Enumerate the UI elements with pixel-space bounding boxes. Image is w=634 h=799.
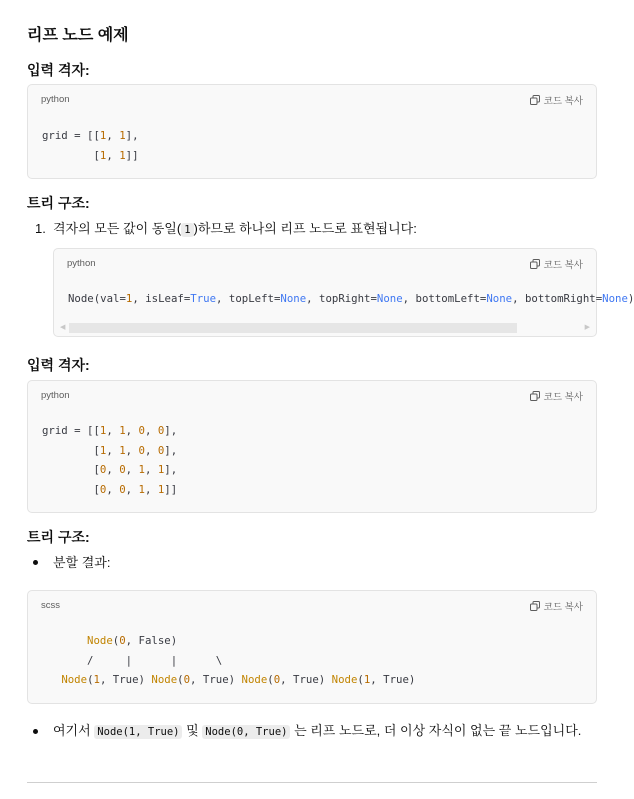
divider	[27, 782, 597, 783]
copy-code-label: 코드 복사	[543, 392, 583, 403]
scroll-right-icon[interactable]: ▶	[584, 324, 590, 331]
list-number: 1.	[35, 221, 46, 236]
code-language: scss	[41, 600, 60, 611]
horizontal-scrollbar[interactable]	[60, 323, 590, 333]
code-language: python	[67, 258, 96, 269]
code-content: Node(val=1, isLeaf=True, topLeft=None, topRight=None, bottomLeft=None, bottomRight=None)	[68, 292, 634, 305]
code-header	[28, 85, 596, 115]
code-content: grid = [[1, 1], [1, 1]]	[42, 129, 139, 162]
code-header	[28, 381, 596, 411]
copy-icon	[530, 259, 540, 269]
copy-code-button[interactable]	[530, 599, 583, 613]
code-block-node	[53, 248, 634, 337]
copy-code-label: 코드 복사	[543, 602, 583, 613]
code-content: Node(0, False) / | | \ Node(1, True) Node(0, True) Node(0, True) Node(1, True)	[61, 634, 416, 686]
inline-code: Node(1, True)	[94, 725, 182, 739]
scrollbar-thumb[interactable]	[69, 323, 517, 333]
copy-code-button[interactable]	[530, 93, 583, 107]
bullet-text: 분할 결과:	[53, 555, 111, 570]
code-header	[28, 591, 596, 621]
inline-code: 1	[181, 223, 193, 237]
copy-code-label: 코드 복사	[543, 96, 583, 107]
code-header	[54, 249, 596, 279]
code-block-grid-1	[27, 84, 597, 179]
copy-code-button[interactable]	[530, 389, 583, 403]
list-item-text: 격자의 모든 값이 동일( 1 )하므로 하나의 리프 노드로 표현됩니다:	[53, 221, 417, 236]
code-block-grid-2	[27, 380, 597, 513]
bullet-dot	[33, 560, 38, 565]
code-content: grid = [[1, 1, 0, 0], [1, 1, 0, 0], [0, 0, 1, 1], [0, 0, 1, 1]]	[42, 424, 178, 496]
scroll-left-icon[interactable]: ◀	[60, 324, 66, 331]
section-heading-tree-2: 트리 구조:	[27, 529, 90, 545]
section-heading-input-1: 입력 격자:	[27, 62, 90, 78]
copy-icon	[530, 391, 540, 401]
section-heading-tree-1: 트리 구조:	[27, 195, 90, 211]
copy-code-button[interactable]	[530, 257, 583, 271]
copy-icon	[530, 601, 540, 611]
code-block-tree	[27, 590, 597, 704]
inline-code: Node(0, True)	[202, 725, 290, 739]
page-title: 리프 노드 예제	[27, 27, 129, 44]
code-language: python	[41, 94, 70, 105]
code-language: python	[41, 390, 70, 401]
section-heading-input-2: 입력 격자:	[27, 357, 90, 373]
copy-icon	[530, 95, 540, 105]
copy-code-label: 코드 복사	[543, 260, 583, 271]
bullet-dot	[33, 729, 38, 734]
bullet-text-leaf: 여기서 Node(1, True) 및 Node(0, True) 는 리프 노드로, 더 이상 자식이 없는 끝 노드입니다.	[53, 723, 582, 738]
